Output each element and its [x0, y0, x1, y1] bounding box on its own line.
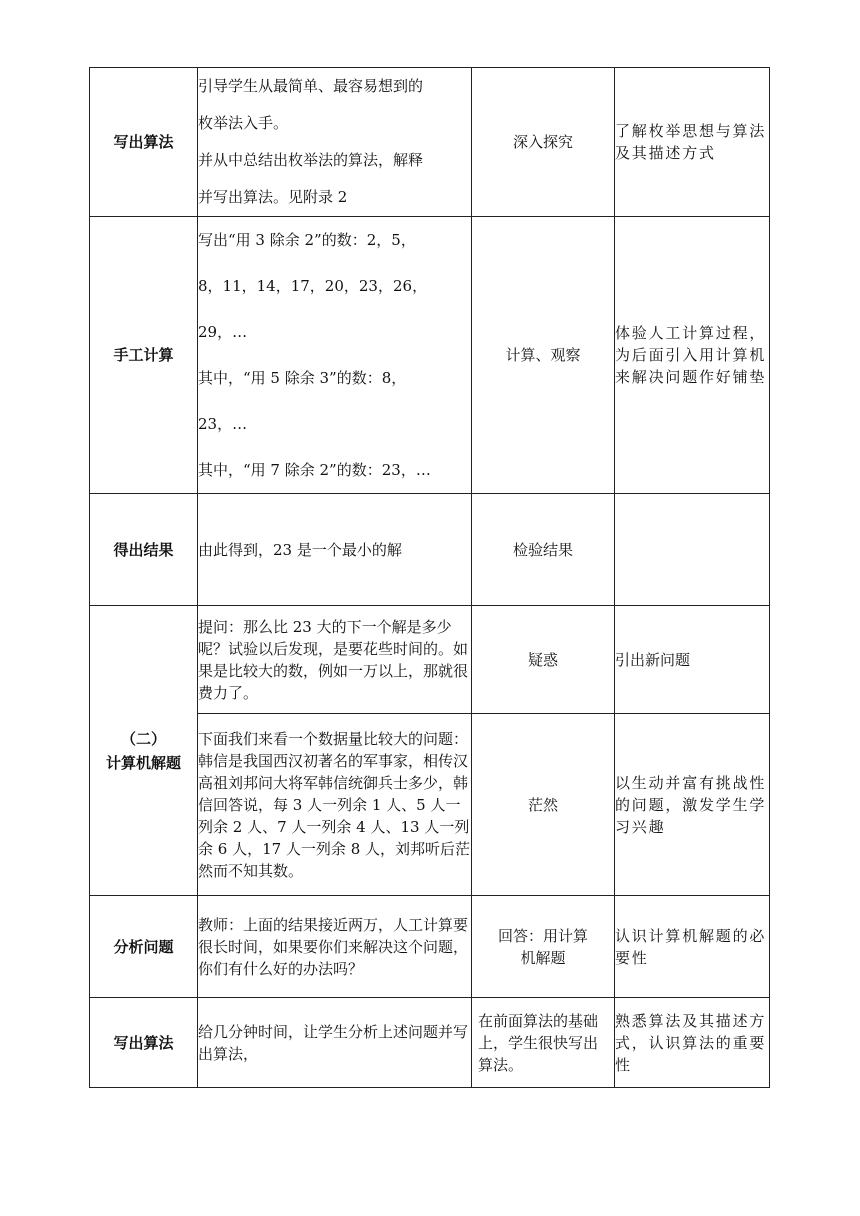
content-line: 其中，“用 5 除余 3”的数：8， — [198, 369, 407, 387]
stage-label: 手工计算 — [113, 346, 174, 364]
lesson-plan-table — [89, 67, 770, 1088]
content-cell — [198, 217, 472, 494]
goal-text: 认识计算机解题的必要性 — [615, 926, 767, 967]
stage-cell — [90, 998, 198, 1088]
stage-label: （二） — [120, 729, 166, 748]
stage-cell — [90, 494, 198, 606]
content-paragraph: 教师：上面的结果接近两万，人工计算要很长时间，如果要你们来解决这个问题，你们有什么好的办法吗？ — [198, 915, 469, 978]
content-cell — [198, 68, 472, 217]
content-line: 写出“用 3 除余 2”的数：2，5， — [198, 231, 416, 249]
activity-cell — [472, 896, 615, 998]
activity-cell — [472, 494, 615, 606]
content-cell — [198, 998, 472, 1088]
goal-text: 引出新问题 — [615, 650, 691, 669]
goal-cell — [615, 68, 770, 217]
goal-text: 了解枚举思想与算法及其描述方式 — [615, 122, 767, 162]
table-row — [90, 606, 770, 714]
activity-cell — [472, 68, 615, 217]
activity-text: 计算、观察 — [505, 346, 581, 364]
content-paragraph: 给几分钟时间，让学生分析上述问题并写出算法， — [198, 1022, 469, 1063]
stage-label: 写出算法 — [113, 133, 174, 151]
activity-text: 检验结果 — [512, 540, 573, 559]
activity-cell — [472, 714, 615, 896]
content-line: 23，… — [198, 415, 248, 433]
goal-text: 体验人工计算过程，为后面引入用计算机来解决问题作好铺垫 — [615, 324, 767, 386]
activity-text: 回答：用计算机解题 — [497, 926, 588, 967]
content-line: 枚举法入手。 — [198, 114, 289, 132]
goal-cell — [615, 494, 770, 606]
goal-text: 以生动并富有挑战性的问题，激发学生学习兴趣 — [615, 773, 767, 836]
goal-cell — [615, 896, 770, 998]
content-line: 由此得到，23 是一个最小的解 — [198, 540, 402, 559]
goal-cell — [615, 714, 770, 896]
activity-cell — [472, 606, 615, 714]
content-line: 29，… — [198, 323, 248, 341]
content-line: 其中，“用 7 除余 2”的数：23，… — [198, 461, 431, 479]
stage-label: 计算机解题 — [105, 753, 181, 772]
content-line: 并从中总结出枚举法的算法，解释 — [198, 151, 424, 169]
activity-cell — [472, 217, 615, 494]
activity-text: 疑惑 — [527, 650, 558, 669]
goal-cell — [615, 998, 770, 1088]
activity-text: 在前面算法的基础上，学生很快写出算法。 — [478, 1011, 599, 1074]
content-line: 8，11，14，17，20，23，26， — [198, 277, 428, 295]
activity-cell — [472, 998, 615, 1088]
table-row — [90, 494, 770, 606]
stage-cell — [90, 217, 198, 494]
content-paragraph: 下面我们来看一个数据量比较大的问题：韩信是我国西汉初著名的军事家，相传汉高祖刘邦问大将军韩信统御兵士多少，韩信回答说，每 3 人一列余 1 人、5 人一列余 2 人、7 人一列余 4 人、13 人一列余 6 人，17 人一列余 8 人，刘邦听后茫然而不知其数。 — [198, 729, 471, 880]
content-cell — [198, 494, 472, 606]
table-row — [90, 998, 770, 1088]
content-cell — [198, 714, 472, 896]
content-line: 引导学生从最简单、最容易想到的 — [198, 77, 424, 95]
stage-label: 写出算法 — [113, 1033, 174, 1052]
stage-cell — [90, 68, 198, 217]
content-cell — [198, 896, 472, 998]
stage-cell — [90, 896, 198, 998]
content-paragraph: 提问：那么比 23 大的下一个解是多少呢？试验以后发现，是要花些时间的。如果是比较大的数，例如一万以上，那就很费力了。 — [198, 617, 469, 702]
stage-label: 得出结果 — [113, 540, 174, 559]
table-row — [90, 68, 770, 217]
activity-text: 深入探究 — [512, 133, 573, 151]
content-line: 并写出算法。见附录 2 — [198, 188, 348, 206]
stage-cell — [90, 606, 198, 896]
table-row — [90, 217, 770, 494]
stage-label: 分析问题 — [113, 937, 174, 956]
table-row — [90, 896, 770, 998]
activity-text: 茫然 — [527, 795, 558, 814]
goal-text: 熟悉算法及其描述方式，认识算法的重要性 — [615, 1011, 767, 1074]
content-cell — [198, 606, 472, 714]
goal-cell — [615, 606, 770, 714]
goal-cell — [615, 217, 770, 494]
